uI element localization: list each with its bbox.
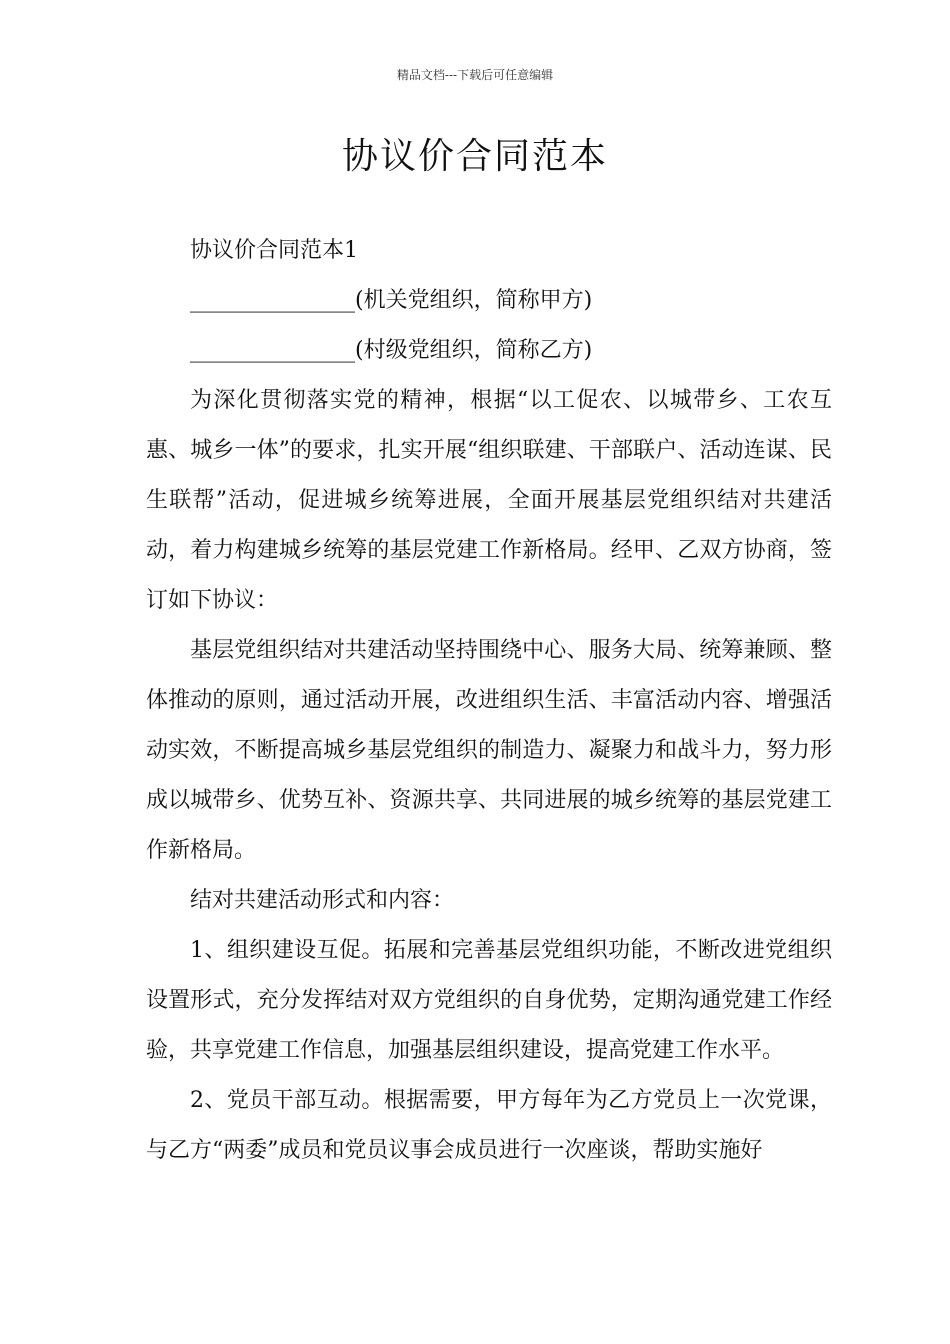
paragraph-item-2: 2、党员干部互动。根据需要，甲方每年为乙方党员上一次党课，与乙方“两委”成员和党员议事会成员进行一次座谈，帮助实施好	[146, 1088, 832, 1163]
header-note: 精品文档---下载后可任意编辑	[396, 68, 554, 82]
paragraph-item-1: 1、组织建设互促。拓展和完善基层党组织功能，不断改进党组织设置形式，充分发挥结对双方党组织的自身优势，定期沟通党建工作经验，共享党建工作信息，加强基层组织建设，提高党建工作水平。	[146, 938, 832, 1063]
paragraph-forms-heading: 结对共建活动形式和内容：	[190, 888, 455, 913]
document-title: 协议价合同范本	[341, 136, 608, 177]
section-heading: 协议价合同范本1	[190, 238, 358, 263]
party-a-line: _______________(机关党组织，简称甲方)	[190, 288, 593, 313]
paragraph-purpose: 为深化贯彻落实党的精神，根据“以工促农、以城带乡、工农互惠、城乡一体”的要求，扎实开展“组织联建、干部联户、活动连谋、民生联帮”活动，促进城乡统筹进展，全面开展基层党组织结对共建活动，着力构建城乡统筹的基层党建工作新格局。经甲、乙双方协商，签订如下协议：	[146, 388, 832, 613]
party-b-line: _______________(村级党组织，简称乙方)	[190, 338, 593, 363]
paragraph-principles: 基层党组织结对共建活动坚持围绕中心、服务大局、统筹兼顾、整体推动的原则，通过活动开展，改进组织生活、丰富活动内容、增强活动实效，不断提高城乡基层党组织的制造力、凝聚力和战斗力，努力形成以城带乡、优势互补、资源共享、共同进展的城乡统筹的基层党建工作新格局。	[146, 638, 832, 863]
document-body	[146, 226, 832, 1176]
